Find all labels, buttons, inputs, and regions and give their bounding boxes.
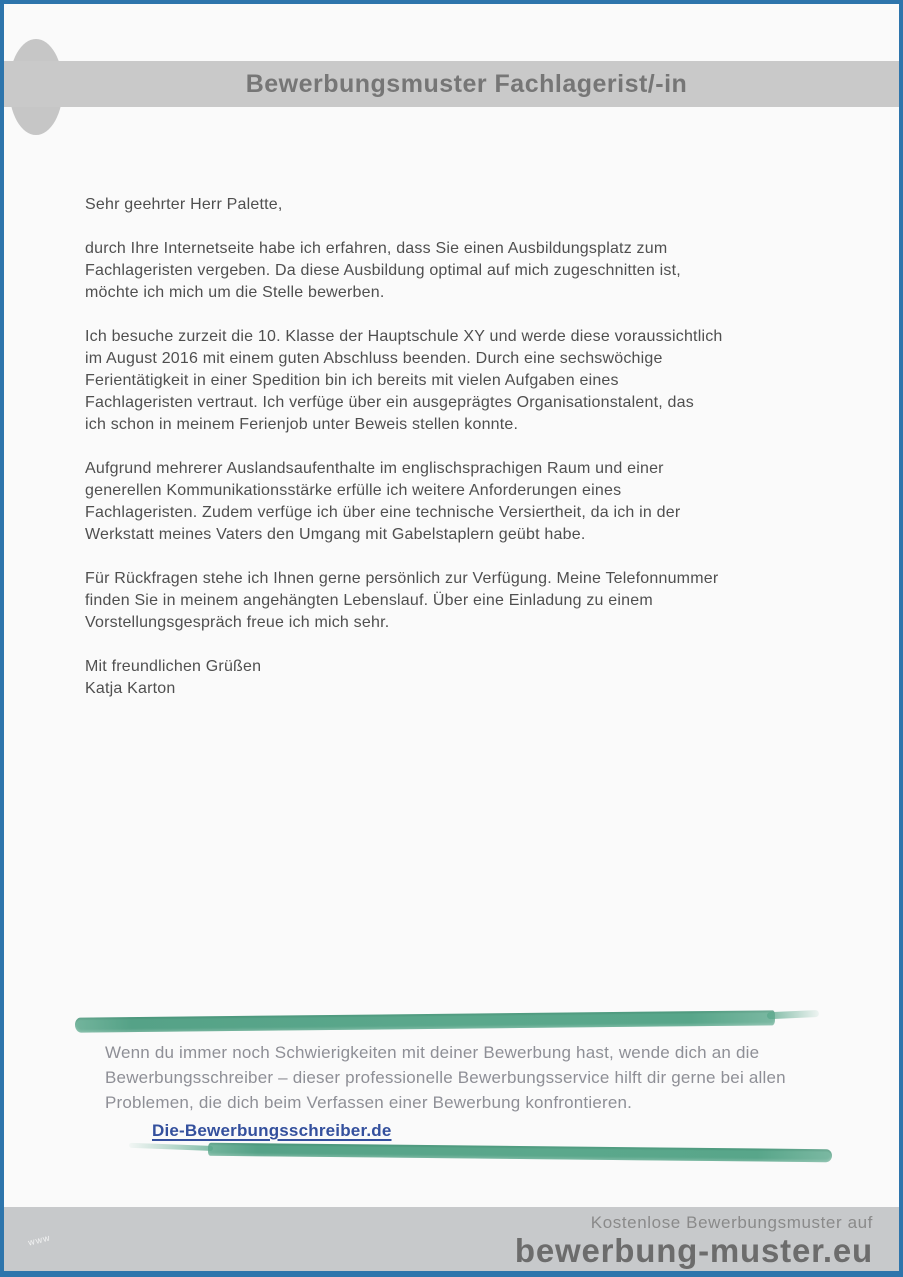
footer-text [515,1213,873,1268]
letter-line: Fachlageristen. Zudem verfüge ich über eine technische Versiertheit, da ich in der [85,504,681,521]
letter-line: generellen Kommunikationsstärke erfülle ich weitere Anforderungen eines [85,482,622,499]
signature-block [85,656,845,700]
promo-text [105,1040,845,1115]
promo-line: Problemen, die dich beim Verfassen einer Bewerbung konfrontieren. [105,1093,633,1112]
bewerbungsschreiber-link[interactable]: Die-Bewerbungsschreiber.de [152,1121,392,1140]
promo-line: Bewerbungsschreiber – dieser professionelle Bewerbungsservice hilft dir gerne bei allen [105,1068,786,1087]
signature-name: Katja Karton [85,680,176,697]
letter-line: Ich besuche zurzeit die 10. Klasse der Hauptschule XY und werde diese voraussichtlich [85,328,723,345]
page-title: Bewerbungsmuster Fachlagerist/-in [245,70,688,98]
letter-line: ich schon in meinem Ferienjob unter Beweis stellen konnte. [85,416,519,433]
footer-site-name: bewerbung-muster.eu [514,1232,873,1269]
letter-line: Vorstellungsgespräch freue ich mich sehr. [85,614,390,631]
footer-tagline: Kostenlose Bewerbungsmuster auf [590,1213,873,1232]
letter-line: Fachlageristen vertraut. Ich verfüge über ein ausgeprägtes Organisationstalent, das [85,394,694,411]
footer-band [4,1207,899,1271]
salutation: Sehr geehrter Herr Palette, [85,196,283,213]
letter-body [85,194,845,700]
letter-line: Für Rückfragen stehe ich Ihnen gerne persönlich zur Verfügung. Meine Telefonnummer [85,570,719,587]
footer-watermark: www [27,1232,52,1248]
letter-line: Aufgrund mehrerer Auslandsaufenthalte im englischsprachigen Raum und einer [85,460,664,477]
brush-stroke-top [75,1010,775,1032]
letter-line: Werkstatt meines Vaters den Umgang mit Gabelstaplern geübt habe. [85,526,586,543]
letter-line: durch Ihre Internetseite habe ich erfahren, dass Sie einen Ausbildungsplatz zum [85,240,668,257]
brush-stroke-bottom [208,1143,832,1163]
letter-line: möchte ich mich um die Stelle bewerben. [85,284,385,301]
promo-line: Wenn du immer noch Schwierigkeiten mit deiner Bewerbung hast, wende dich an die [105,1043,760,1062]
header-band [4,61,899,107]
letter-line: finden Sie in meinem angehängten Lebenslauf. Über eine Einladung zu einem [85,592,653,609]
letter-line: Fachlageristen vergeben. Da diese Ausbildung optimal auf mich zugeschnitten ist, [85,262,681,279]
letter-line: Ferientätigkeit in einer Spedition bin ich bereits mit vielen Aufgaben eines [85,372,619,389]
closing-line: Mit freundlichen Grüßen [85,658,262,675]
letter-line: im August 2016 mit einem guten Abschluss beenden. Durch eine sechswöchige [85,350,663,367]
